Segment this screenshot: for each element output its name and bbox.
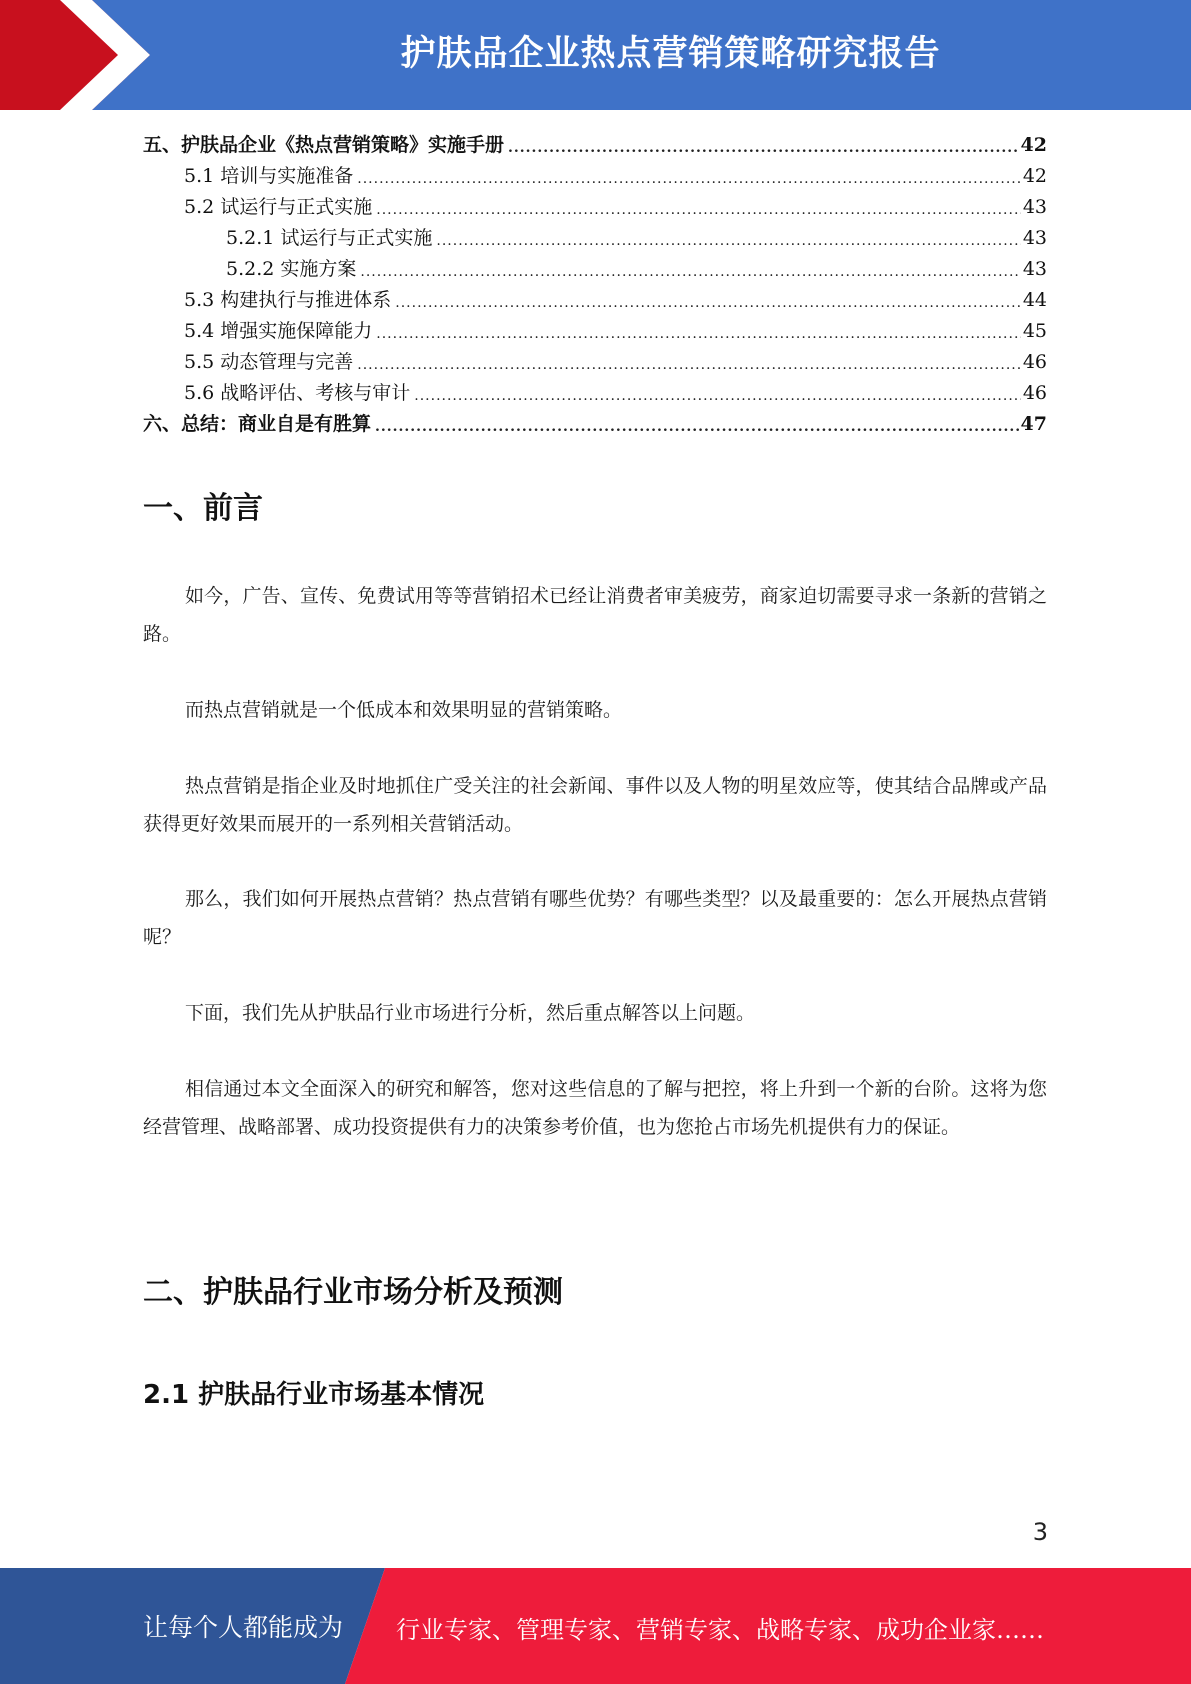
toc-entry-label: 六、总结：商业自是有胜算 [143, 413, 372, 435]
paragraph: 相信通过本文全面深入的研究和解答，您对这些信息的了解与把控，将上升到一个新的台阶。这将为您经营管理、战略部署、成功投资提供有力的决策参考价值，也为您抢占市场先机提供有力的保证。 [143, 1078, 1047, 1138]
section-heading-market-analysis: 二、护肤品行业市场分析及预测 [143, 1275, 563, 1310]
toc-entry-page: 43 [1022, 258, 1047, 280]
toc-leader-dots [414, 383, 1021, 409]
toc-entry-label: 5.2.1 试运行与正式实施 [226, 227, 433, 249]
toc-entry-page: 42 [1020, 134, 1047, 156]
section-heading-preface: 一、前言 [143, 491, 263, 526]
toc-entry-page: 43 [1022, 227, 1047, 249]
toc-entry-label: 5.2 试运行与正式实施 [184, 196, 373, 218]
toc-entry-page: 45 [1022, 320, 1047, 342]
toc-entry-page: 43 [1022, 196, 1047, 218]
toc-leader-dots [376, 321, 1021, 347]
toc-leader-dots [508, 135, 1019, 161]
toc-leader-dots [436, 228, 1020, 254]
toc-entry-label: 5.4 增强实施保障能力 [184, 320, 373, 342]
toc-leader-dots [395, 290, 1021, 316]
toc-entry[interactable] [143, 316, 1047, 347]
page-footer [0, 1568, 1191, 1684]
toc-entry-label: 5.6 战略评估、考核与审计 [184, 382, 411, 404]
toc-entry-page: 47 [1020, 413, 1047, 435]
toc-entry-label: 五、护肤品企业《热点营销策略》实施手册 [143, 134, 505, 156]
paragraph: 而热点营销就是一个低成本和效果明显的营销策略。 [185, 699, 623, 721]
toc-entry-label: 5.2.2 实施方案 [226, 258, 357, 280]
toc-entry-page: 46 [1022, 382, 1047, 404]
paragraph: 下面，我们先从护肤品行业市场进行分析，然后重点解答以上问题。 [185, 1002, 756, 1024]
page-number: 3 [1032, 1518, 1048, 1546]
toc-entry[interactable] [143, 347, 1047, 378]
toc-entry[interactable] [143, 223, 1047, 254]
footer-slogan-left: 让每个人都能成为 [143, 1613, 344, 1642]
toc-entry[interactable] [143, 130, 1047, 161]
toc-entry[interactable] [143, 254, 1047, 285]
toc-entry[interactable] [143, 285, 1047, 316]
toc-entry[interactable] [143, 409, 1047, 440]
toc-entry-label: 5.3 构建执行与推进体系 [184, 289, 392, 311]
toc-entry-page: 42 [1022, 165, 1047, 187]
table-of-contents [143, 130, 1047, 440]
toc-entry-label: 5.1 培训与实施准备 [184, 165, 354, 187]
subsection-heading: 2.1 护肤品行业市场基本情况 [143, 1380, 485, 1410]
toc-entry-page: 46 [1022, 351, 1047, 373]
paragraph: 如今，广告、宣传、免费试用等等营销招术已经让消费者审美疲劳，商家迫切需要寻求一条新的营销之路。 [143, 585, 1047, 645]
toc-entry[interactable] [143, 192, 1047, 223]
paragraph: 那么，我们如何开展热点营销？热点营销有哪些优势？有哪些类型？以及最重要的：怎么开展热点营销呢？ [143, 888, 1047, 948]
page-header [0, 0, 1191, 110]
report-title: 护肤品企业热点营销策略研究报告 [400, 34, 941, 74]
toc-entry-label: 5.5 动态管理与完善 [184, 351, 354, 373]
footer-slogan-right: 行业专家、管理专家、营销专家、战略专家、成功企业家…… [396, 1616, 1044, 1644]
toc-leader-dots [357, 352, 1021, 378]
toc-leader-dots [376, 197, 1021, 223]
paragraph: 热点营销是指企业及时地抓住广受关注的社会新闻、事件以及人物的明星效应等，使其结合品牌或产品获得更好效果而展开的一系列相关营销活动。 [143, 775, 1047, 835]
toc-entry-page: 44 [1022, 289, 1047, 311]
toc-leader-dots [360, 259, 1020, 285]
toc-leader-dots [375, 414, 1019, 440]
red-chevron-logo [0, 0, 160, 110]
toc-entry[interactable] [143, 161, 1047, 192]
toc-leader-dots [357, 166, 1021, 192]
toc-entry[interactable] [143, 378, 1047, 409]
